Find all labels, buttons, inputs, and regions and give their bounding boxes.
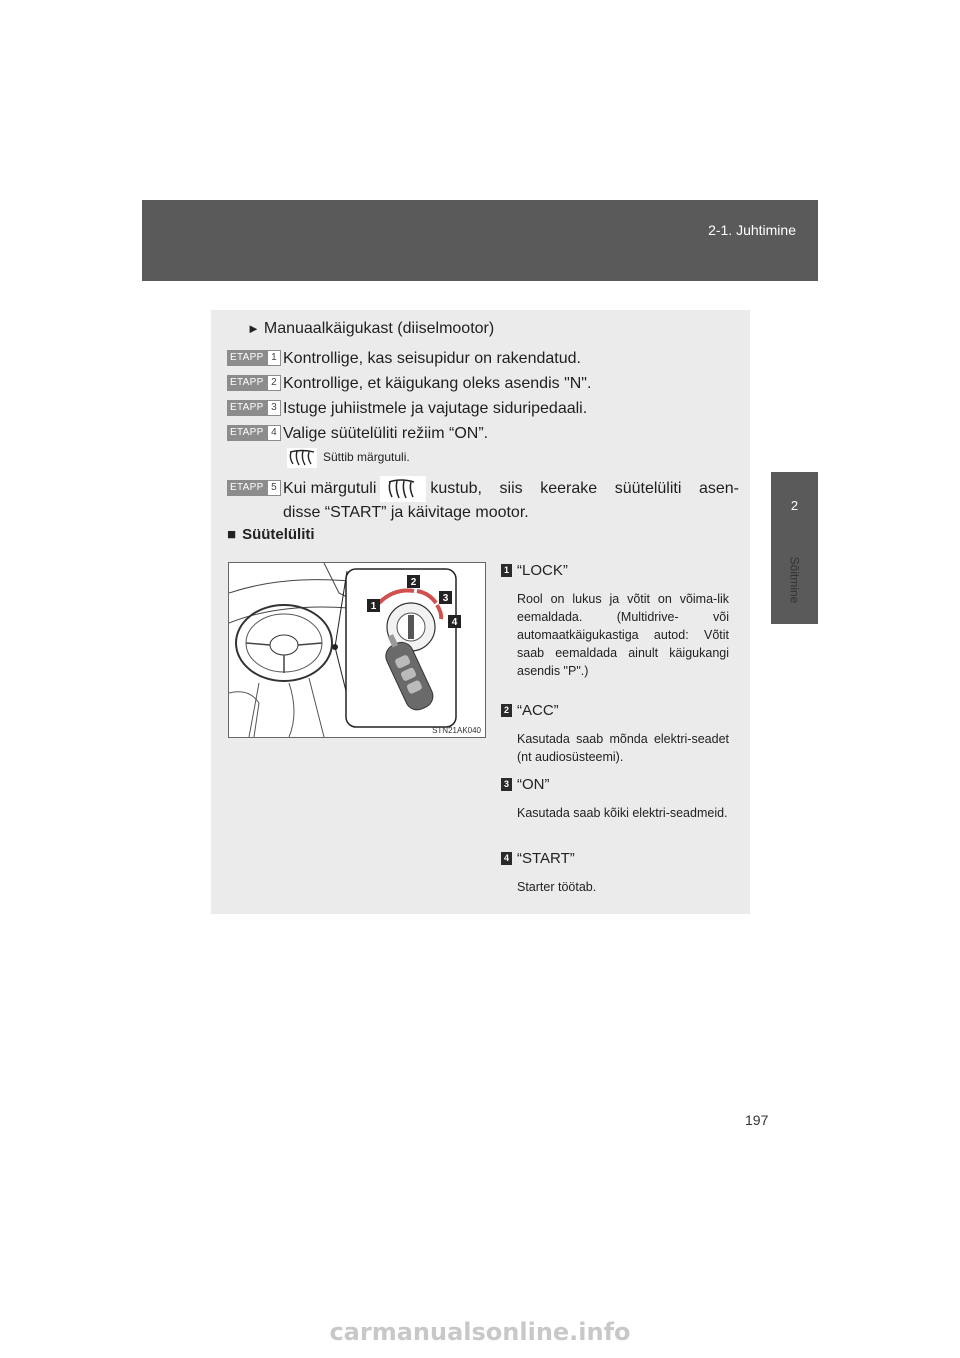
ignition-switch-illustration <box>228 562 486 738</box>
header-band <box>142 200 818 281</box>
chapter-label-text: Sõitmine <box>787 556 801 604</box>
chapter-number: 2 <box>790 498 799 513</box>
step-5 <box>227 474 739 522</box>
step-badge-number: 4 <box>268 426 280 440</box>
item-description: Starter töötab. <box>517 880 597 894</box>
item-description: Rool on lukus ja võtit on võima-lik eemaldada. (Multidrive- või automaatkäigukastiga autod: Võtit saab eemaldada ainult käigukangi asendis "P".) <box>517 592 729 678</box>
procedure-heading-text: Manuaalkäigukast (diiselmootor) <box>263 320 495 337</box>
step-badge-label: ETAPP <box>230 482 264 493</box>
step-5-text-b: kustub, siis keerake süütelüliti asen- <box>430 480 739 497</box>
step-badge-label: ETAPP <box>230 427 264 438</box>
section-square-icon: ■ <box>227 526 237 543</box>
figure-code: STN21AK040 <box>432 726 481 735</box>
step-5-text-a: Kui märgutuli <box>283 480 377 497</box>
step-text: Kontrollige, et käigukang oleks asendis "N". <box>283 375 592 392</box>
step-4-note <box>287 448 410 468</box>
step-badge <box>227 425 281 441</box>
svg-text:3: 3 <box>442 593 449 604</box>
item-title: “START” <box>517 850 575 867</box>
step-badge-label: ETAPP <box>230 377 264 388</box>
glow-plug-indicator-icon <box>380 476 426 502</box>
item-number-badge: 4 <box>501 852 512 865</box>
step-badge <box>227 480 281 496</box>
step-badge <box>227 400 281 416</box>
step-badge-number: 3 <box>268 401 280 415</box>
step-text <box>283 476 739 524</box>
svg-text:2: 2 <box>410 577 417 588</box>
section-heading <box>227 526 315 543</box>
step-text: Kontrollige, kas seisupidur on rakendatud. <box>283 350 581 367</box>
step-text: Istuge juhiistmele ja vajutage siduripedaali. <box>283 400 588 417</box>
glow-plug-indicator-icon <box>287 448 317 468</box>
item-number-badge: 2 <box>501 704 512 717</box>
content-panel <box>211 310 750 914</box>
procedure-heading <box>247 320 494 338</box>
item-number-badge: 1 <box>501 564 512 577</box>
section-title-header: 2-1. Juhtimine <box>708 222 796 238</box>
chapter-label <box>779 548 809 612</box>
step-5-line-1 <box>283 476 739 502</box>
right-pointer-icon: ► <box>247 321 260 336</box>
step-badge-label: ETAPP <box>230 402 264 413</box>
svg-text:1: 1 <box>370 601 377 612</box>
item-title: “LOCK” <box>517 562 568 579</box>
section-heading-text: Süütelüliti <box>242 526 315 543</box>
step-badge-label: ETAPP <box>230 352 264 363</box>
item-number-badge: 3 <box>501 778 512 791</box>
step-badge-number: 5 <box>268 481 280 495</box>
step-4-note-text: Süttib märgutuli. <box>323 450 410 465</box>
step-badge-number: 2 <box>268 376 280 390</box>
step-5-text-c: disse “START” ja käivitage mootor. <box>283 504 529 521</box>
page-number: 197 <box>745 1112 769 1128</box>
step-badge-number: 1 <box>268 351 280 365</box>
item-title: “ACC” <box>517 702 559 719</box>
item-description: Kasutada saab mõnda elektri-seadet (nt audiosüsteemi). <box>517 732 729 764</box>
item-description: Kasutada saab kõiki elektri-seadmeid. <box>517 806 728 820</box>
item-title: “ON” <box>517 776 550 793</box>
step-badge <box>227 375 281 391</box>
svg-text:4: 4 <box>451 617 458 628</box>
watermark: carmanualsonline.info <box>329 1318 631 1346</box>
ignition-switch-drawing <box>229 563 485 737</box>
step-text: Valige süütelüliti režiim “ON”. <box>283 425 489 442</box>
step-badge <box>227 350 281 366</box>
